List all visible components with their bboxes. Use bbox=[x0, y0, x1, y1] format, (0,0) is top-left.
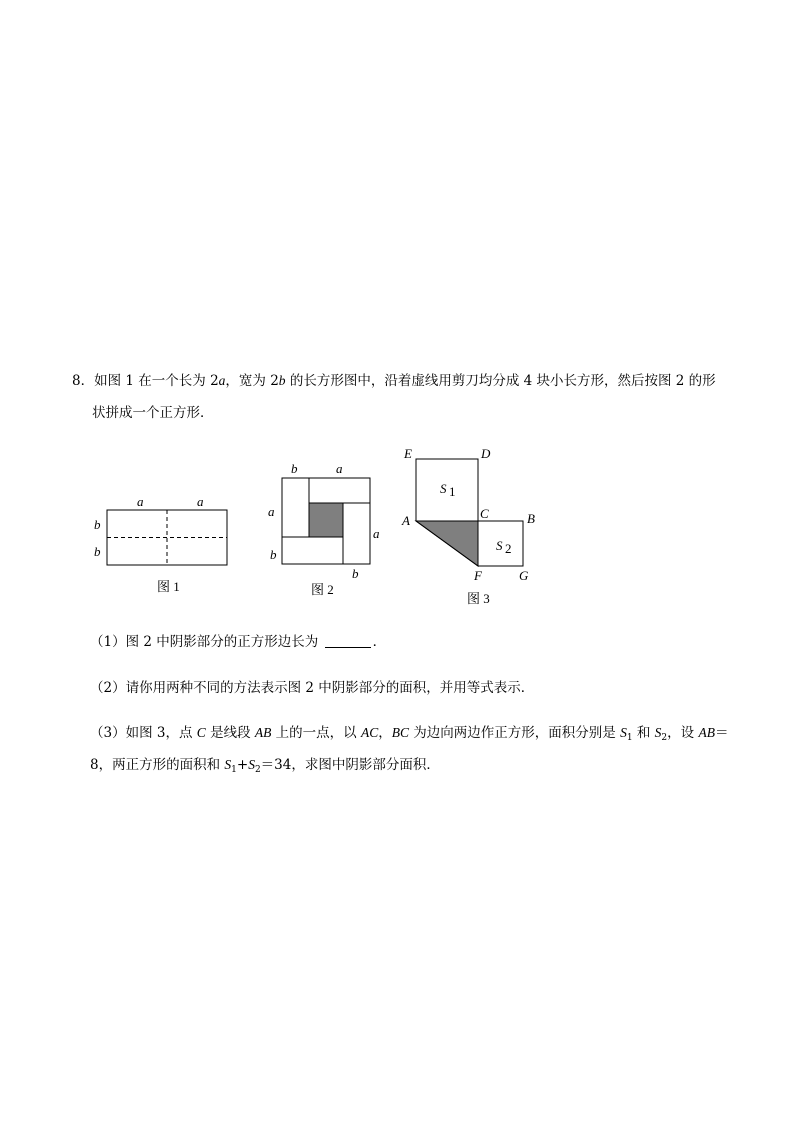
q1-text: （1）图 2 中阴影部分的正方形边长为 bbox=[90, 634, 319, 650]
fig2-label-right-a: a bbox=[373, 526, 380, 541]
q3-text-5: 和 bbox=[632, 725, 655, 741]
problem-number: 8． bbox=[72, 373, 95, 389]
fig2-label-left-b: b bbox=[270, 547, 277, 562]
fig3-caption: 图 3 bbox=[467, 591, 490, 606]
fig1-label-top-left: a bbox=[137, 494, 144, 509]
q3-S2-b: S bbox=[248, 757, 255, 772]
q3-text-7: 8，两正方形的面积和 bbox=[90, 757, 225, 773]
q3-comma: ， bbox=[378, 725, 392, 741]
problem-line-2: 状拼成一个正方形． bbox=[92, 405, 214, 421]
fig1-label-top-right: a bbox=[197, 494, 204, 509]
fig3-label-S1: S bbox=[440, 481, 447, 496]
q3-segment-AB: AB bbox=[254, 725, 272, 740]
q3-text-3: 上的一点，以 bbox=[271, 725, 361, 741]
q1-end: ． bbox=[372, 634, 387, 650]
fig3-square-S1 bbox=[416, 459, 478, 521]
fig2-label-top-a: a bbox=[336, 461, 343, 476]
q3-S1-b: S bbox=[224, 757, 232, 772]
q3-text-4: 为边向两边作正方形，面积分别是 bbox=[409, 725, 621, 741]
question-3-line-2 bbox=[90, 756, 440, 779]
q3-text-8: ＝34，求图中阴影部分面积． bbox=[260, 757, 440, 773]
q3-text-6: ，设 bbox=[667, 725, 699, 741]
q3-S2-b-sub: 2 bbox=[254, 765, 261, 775]
q3-equals: ＝ bbox=[714, 725, 729, 741]
fig2-label-left-a: a bbox=[268, 504, 275, 519]
q3-text-1: （3）如图 3，点 bbox=[90, 725, 197, 741]
fig3-point-B: B bbox=[527, 511, 535, 526]
question-2: （2）请你用两种不同的方法表示图 2 中阴影部分的面积，并用等式表示． bbox=[90, 680, 535, 696]
q3-S1: S bbox=[620, 725, 627, 740]
q3-segment-AC: AC bbox=[360, 725, 379, 740]
q3-S2-sub: 2 bbox=[661, 733, 668, 743]
fig2-label-top-b: b bbox=[291, 461, 298, 476]
fig3-label-S2-sub: 2 bbox=[505, 541, 512, 556]
length-var: a bbox=[218, 373, 226, 388]
q3-S1-b-sub: 1 bbox=[231, 765, 237, 775]
fig3-point-G: G bbox=[519, 568, 529, 583]
fig3-label-S1-sub: 1 bbox=[449, 484, 456, 499]
q3-S2: S bbox=[654, 725, 662, 740]
length-coef: 2 bbox=[210, 373, 219, 389]
fig3-point-F: F bbox=[474, 568, 482, 583]
fig3-point-D: D bbox=[481, 446, 491, 461]
fig3-label-S2: S bbox=[496, 538, 503, 553]
fig3-point-E: E bbox=[404, 446, 412, 461]
question-1 bbox=[90, 633, 386, 651]
fig1-label-left-lower: b bbox=[94, 544, 101, 559]
fig1-caption: 图 1 bbox=[157, 579, 180, 594]
fig2-caption: 图 2 bbox=[311, 582, 334, 597]
problem-text-2: ，宽为 bbox=[225, 373, 271, 389]
q1-answer-blank[interactable] bbox=[325, 634, 371, 648]
q3-point-C: C bbox=[196, 725, 206, 740]
problem-text-3: 的长方形图中，沿着虚线用剪刀均分成 4 块小长方形，然后按图 2 的形 bbox=[285, 373, 716, 389]
fig2-label-bottom-b: b bbox=[352, 566, 359, 581]
q3-segment-BC: BC bbox=[391, 725, 409, 740]
fig3-point-A: A bbox=[402, 513, 410, 528]
q3-plus: + bbox=[236, 757, 249, 773]
fig1-label-left-upper: b bbox=[94, 517, 101, 532]
problem-text-1: 如图 1 在一个长为 bbox=[94, 373, 211, 389]
question-3-line-1 bbox=[90, 724, 728, 747]
width-coef: 2 bbox=[270, 373, 279, 389]
fig3-point-C: C bbox=[480, 506, 489, 521]
q3-S1-sub: 1 bbox=[626, 733, 633, 743]
q3-segment-AB-2: AB bbox=[698, 725, 715, 740]
q3-text-2: 是线段 bbox=[205, 725, 255, 741]
width-var: b bbox=[278, 373, 286, 388]
